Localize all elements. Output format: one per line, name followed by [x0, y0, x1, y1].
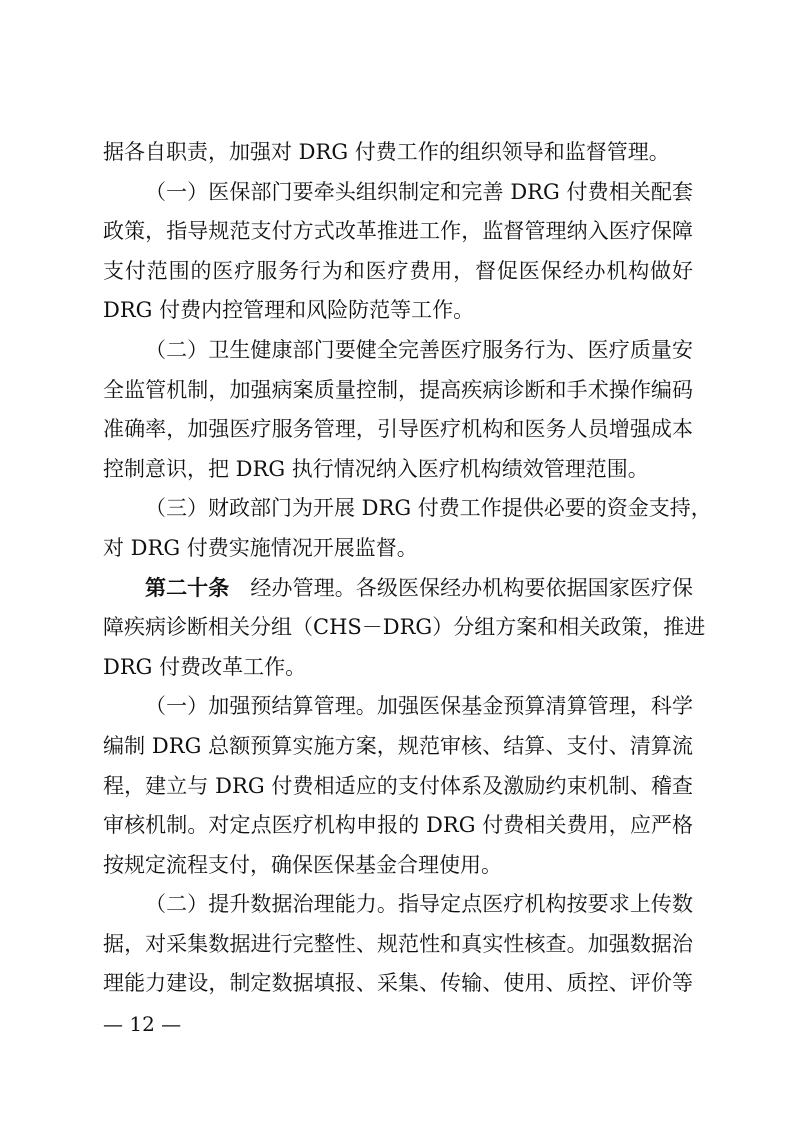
text-line [103, 767, 693, 807]
document-body [103, 133, 712, 1004]
text-line [103, 964, 693, 1004]
line-text: 编制 DRG 总额预算实施方案，规范审核、结算、支付、清算流 [103, 733, 693, 758]
text-line [103, 450, 693, 490]
line-text: （三）财政部门为开展 DRG 付费工作提供必要的资金支持， [145, 496, 712, 521]
text-line [103, 371, 693, 411]
text-line [103, 489, 712, 529]
article-heading: 第二十条 [145, 575, 230, 600]
line-text: 对 DRG 付费实施情况开展监督。 [103, 535, 418, 560]
line-text: 按规定流程支付，确保医保基金合理使用。 [103, 852, 502, 877]
line-text: 程，建立与 DRG 付费相适应的支付体系及激励约束机制、稽查 [103, 773, 693, 798]
line-text: DRG 付费内控管理和风险防范等工作。 [103, 298, 475, 323]
text-line [103, 212, 693, 252]
line-text: 理能力建设，制定数据填报、采集、传输、使用、质控、评价等 [103, 971, 693, 996]
line-text: 政策，指导规范支付方式改革推进工作，监督管理纳入医疗保障 [103, 219, 693, 244]
line-text: （一）医保部门要牵头组织制定和完善 DRG 付费相关配套 [145, 179, 693, 204]
line-text: 支付范围的医疗服务行为和医疗费用，督促医保经办机构做好 [103, 258, 693, 283]
text-line [103, 608, 706, 648]
line-text: 障疾病诊断相关分组（CHS－DRG）分组方案和相关政策，推进 [103, 615, 706, 640]
text-line [103, 291, 693, 331]
text-line [103, 727, 693, 767]
text-line [103, 173, 693, 213]
text-line [103, 648, 693, 688]
text-line [103, 331, 693, 371]
line-text: 控制意识，把 DRG 执行情况纳入医疗机构绩效管理范围。 [103, 456, 649, 481]
text-line [103, 133, 693, 173]
text-line [103, 529, 693, 569]
line-text: 经办管理。各级医保经办机构要依据国家医疗保 [229, 575, 694, 600]
text-line [103, 846, 693, 886]
text-line [103, 687, 693, 727]
line-text: DRG 付费改革工作。 [103, 654, 307, 679]
line-text: 审核机制。对定点医疗机构申报的 DRG 付费相关费用，应严格 [103, 813, 693, 838]
line-text: 全监管机制，加强病案质量控制，提高疾病诊断和手术操作编码 [103, 377, 693, 402]
line-text: 据，对采集数据进行完整性、规范性和真实性核查。加强数据治 [103, 931, 693, 956]
line-text: （二）提升数据治理能力。指导定点医疗机构按要求上传数 [145, 892, 693, 917]
line-text: 准确率，加强医疗服务管理，引导医疗机构和医务人员增强成本 [103, 417, 693, 442]
text-line [103, 925, 693, 965]
text-line [103, 806, 693, 846]
text-line [103, 252, 693, 292]
text-line [103, 885, 693, 925]
line-text: （一）加强预结算管理。加强医保基金预算清算管理，科学 [145, 694, 693, 719]
line-text: 据各自职责，加强对 DRG 付费工作的组织领导和监督管理。 [103, 140, 670, 164]
line-text: （二）卫生健康部门要健全完善医疗服务行为、医疗质量安 [145, 337, 693, 362]
text-line [103, 569, 693, 609]
page-number: — 12 — [103, 1012, 182, 1036]
text-line [103, 410, 693, 450]
